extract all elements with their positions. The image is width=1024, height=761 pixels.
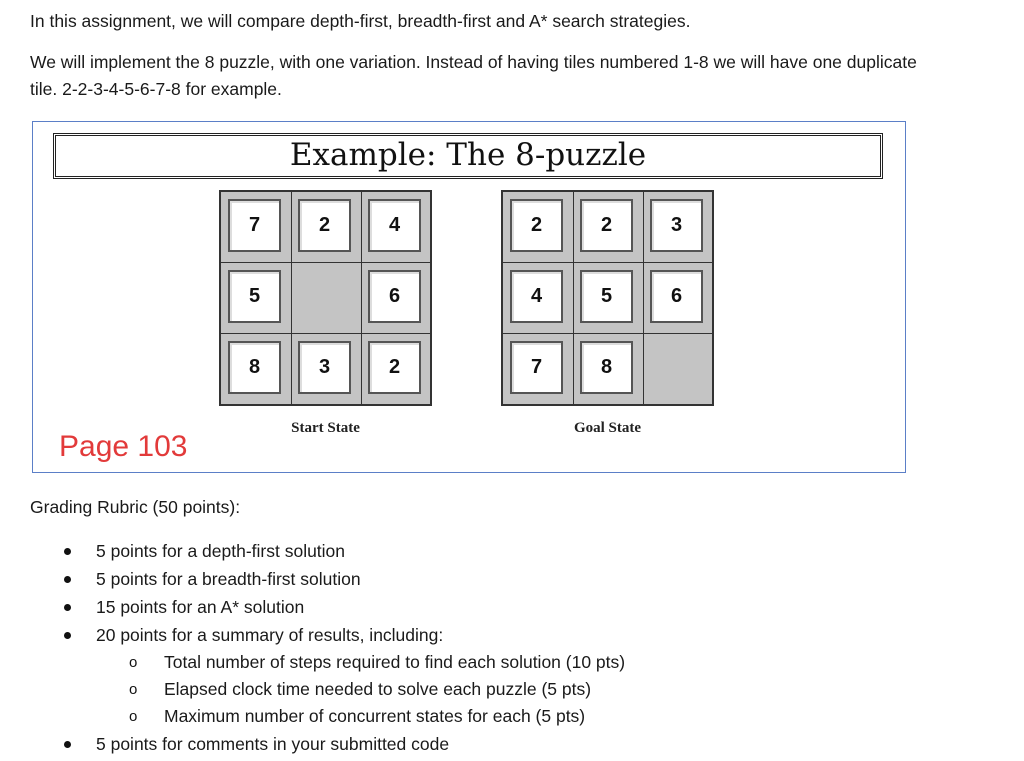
rubric-item-text: 5 points for comments in your submitted code	[96, 734, 450, 754]
rubric-subitem	[0, 703, 1000, 730]
rubric-sublist	[96, 649, 1000, 730]
rubric-item	[0, 621, 1000, 730]
bullet-icon	[64, 576, 71, 583]
bullet-icon	[64, 548, 71, 555]
rubric-item	[0, 730, 1000, 758]
rubric-list	[0, 537, 1000, 758]
puzzle-tile: 3	[298, 341, 351, 394]
puzzle-cell	[361, 263, 432, 334]
puzzle-tile: 4	[368, 199, 421, 252]
bullet-icon	[64, 632, 71, 639]
rubric-heading: Grading Rubric (50 points):	[30, 497, 241, 517]
rubric-subitem-text: Elapsed clock time needed to solve each puzzle (5 pts)	[164, 679, 592, 699]
rubric-subitem	[0, 676, 1000, 703]
puzzle-cell	[291, 334, 362, 405]
puzzle-cell	[221, 263, 292, 334]
puzzle-cell	[361, 334, 432, 405]
puzzle-tile: 7	[228, 199, 281, 252]
puzzle-tile: 2	[580, 199, 633, 252]
puzzle-tile: 2	[298, 199, 351, 252]
puzzle-cell	[643, 192, 714, 263]
puzzle-cell	[573, 192, 644, 263]
puzzle-tile: 6	[650, 270, 703, 323]
blank-cell	[643, 334, 714, 405]
rubric-item	[0, 537, 1000, 565]
blank-cell	[291, 263, 362, 334]
puzzle-tile: 2	[510, 199, 563, 252]
rubric-subitem-text: Total number of steps required to find each solution (10 pts)	[164, 652, 626, 672]
circle-bullet-icon: o	[129, 708, 138, 725]
rubric-item	[0, 593, 1000, 621]
rubric-item-text: 20 points for a summary of results, including:	[96, 625, 444, 645]
puzzle-tile: 5	[580, 270, 633, 323]
puzzle-tile: 6	[368, 270, 421, 323]
puzzle-cell	[291, 192, 362, 263]
figure-title: Example: The 8-puzzle	[53, 133, 883, 179]
rubric-item-text: 5 points for a breadth-first solution	[96, 569, 361, 589]
circle-bullet-icon: o	[129, 681, 138, 698]
puzzle-cell	[503, 192, 574, 263]
bullet-icon	[64, 604, 71, 611]
puzzle-tile: 8	[228, 341, 281, 394]
circle-bullet-icon: o	[129, 654, 138, 671]
puzzle-cell	[573, 334, 644, 405]
rubric-subitem-text: Maximum number of concurrent states for each (5 pts)	[164, 706, 586, 726]
puzzle-tile: 5	[228, 270, 281, 323]
puzzle-cell	[503, 334, 574, 405]
intro-paragraph: In this assignment, we will compare depth-first, breadth-first and A* search strategies.	[30, 11, 691, 31]
puzzle-figure	[32, 121, 906, 473]
bullet-icon	[64, 741, 71, 748]
puzzle-cell	[573, 263, 644, 334]
puzzle-cell	[221, 334, 292, 405]
puzzle-tile: 8	[580, 341, 633, 394]
rubric-item-text: 5 points for a depth-first solution	[96, 541, 346, 561]
goal-state-board	[501, 190, 714, 406]
puzzle-cell	[221, 192, 292, 263]
start-state-board	[219, 190, 432, 406]
page-reference: Page 103	[59, 430, 188, 463]
puzzle-tile: 2	[368, 341, 421, 394]
puzzle-tile: 3	[650, 199, 703, 252]
puzzle-tile: 7	[510, 341, 563, 394]
rubric-item-text: 15 points for an A* solution	[96, 597, 305, 617]
puzzle-tile: 4	[510, 270, 563, 323]
rubric-subitem	[0, 649, 1000, 676]
rubric-item	[0, 565, 1000, 593]
description-paragraph: We will implement the 8 puzzle, with one variation. Instead of having tiles numbered 1-8 we will have one duplicate tile. 2-2-3-4-5-6-7-8 for example.	[30, 52, 917, 99]
goal-state-caption: Goal State	[573, 420, 642, 436]
start-state-caption: Start State	[291, 420, 360, 436]
puzzle-cell	[503, 263, 574, 334]
puzzle-cell	[643, 263, 714, 334]
puzzle-cell	[361, 192, 432, 263]
